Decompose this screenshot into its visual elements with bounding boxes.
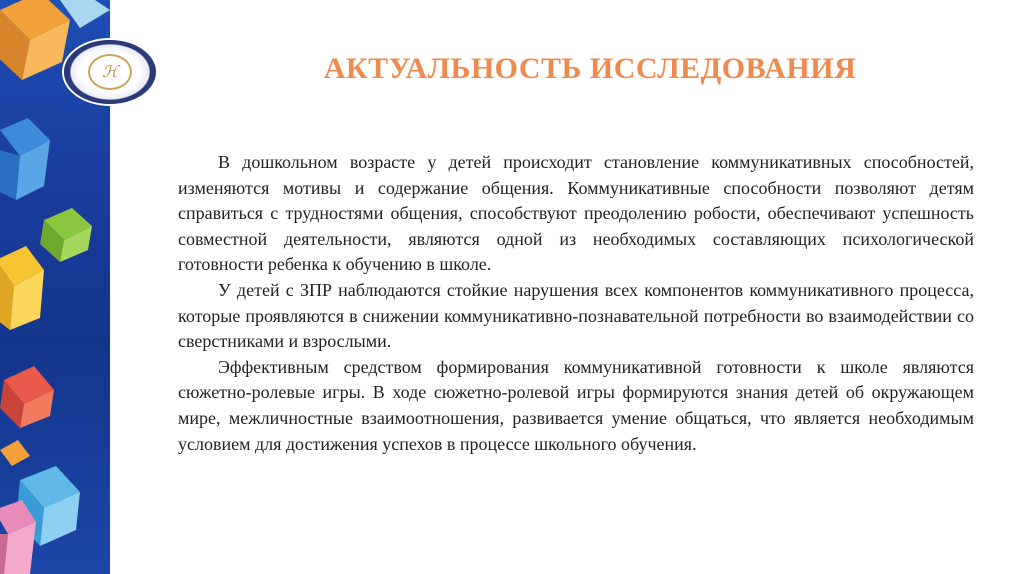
paragraph-1: В дошкольном возрасте у детей происходит становление коммуникативных способностей, изменяются мотивы и содержание общения. Коммуникативные способности позволяют детям справиться с трудностями общения, способствуют преодолению робости, обеспечивают успешность совместной деятельности, являются одной из необходимых составляющих психологической готовности ребенка к обучению в школе.	[178, 152, 974, 275]
paragraph-3: Эффективным средством формирования коммуникативной готовности к школе являются сюжетно-ролевые игры. В ходе сюжетно-ролевой игры формируются знания детей об окружающем мире, межличностные взаимоотношения, развивается умение общаться, что является необходимым условием для достижения успехов в процессе школьного обучения.	[178, 356, 974, 454]
logo-monogram: ℋ	[88, 54, 132, 90]
cube-orange-bottom	[0, 440, 30, 466]
slide-body	[178, 150, 974, 457]
university-emblem-icon	[64, 40, 156, 104]
slide-title: АКТУАЛЬНОСТЬ ИССЛЕДОВАНИЯ	[323, 52, 857, 85]
paragraph-2: У детей с ЗПР наблюдаются стойкие нарушения всех компонентов коммуникативного процесса, которые проявляются в снижении коммуникативно-познавательной потребности во взаимодействии со сверстниками и взрослыми.	[178, 279, 974, 352]
